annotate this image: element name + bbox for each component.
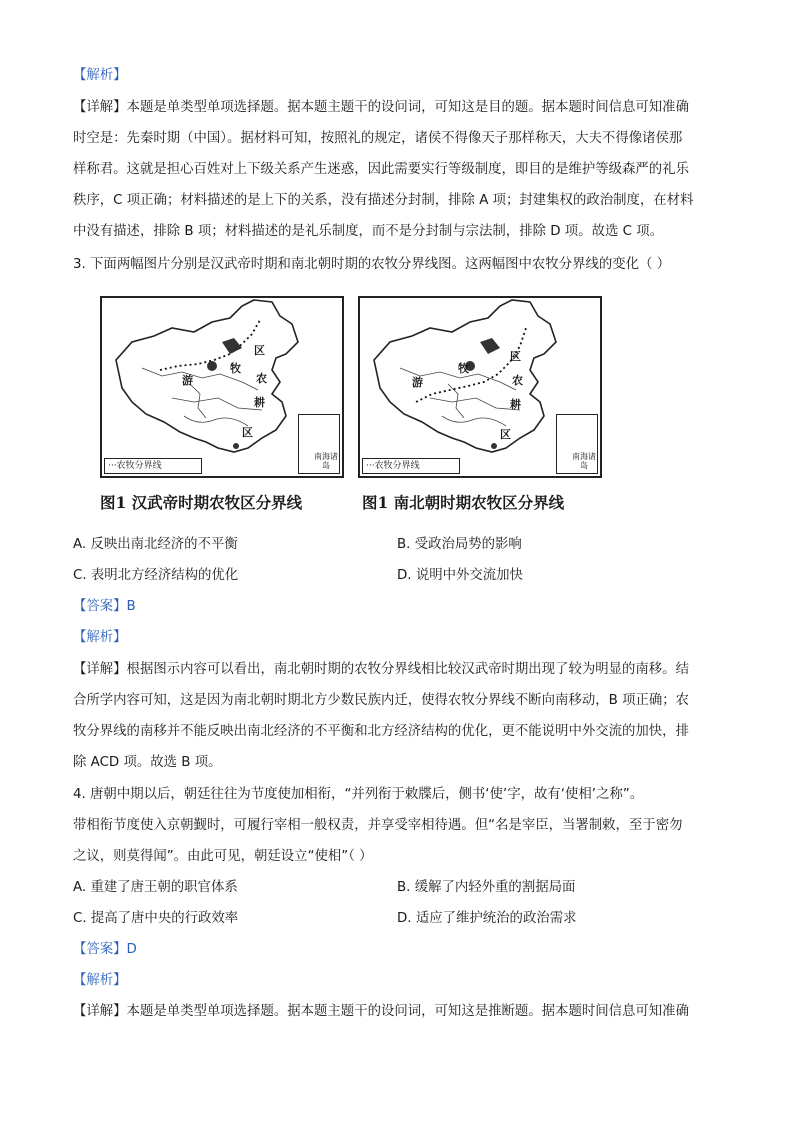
question-4-stem: 4. 唐朝中期以后，朝廷往往为节度使加相衔，“并列衔于敕牒后，侧书‘使’字，故有‘使相’之称”。 [73, 787, 644, 802]
map-nanbei-chao [358, 296, 602, 478]
detail-line: 除 ACD 项。故选 B 项。 [73, 755, 222, 770]
map-label: 牧 [458, 362, 469, 375]
analysis-tag: 【解析】 [73, 973, 127, 988]
option-c[interactable]: C. 表明北方经济结构的优化 [73, 568, 239, 583]
detail-line: 【详解】本题是单类型单项选择题。据本题主题干的设问词，可知这是推断题。据本题时间信息可知准确 [73, 1004, 689, 1019]
map-label: 农 [512, 374, 523, 387]
option-b[interactable]: B. 受政治局势的影响 [397, 537, 522, 552]
map-label: 区 [242, 426, 253, 439]
detail-line: 【详解】本题是单类型单项选择题。据本题主题干的设问词，可知这是目的题。据本题时间信息可知准确 [73, 100, 689, 115]
detail-line: 牧分界线的南移并不能反映出南北经济的不平衡和北方经济结构的优化，更不能说明中外交流的加快，排 [73, 724, 689, 739]
question-3-stem: 3. 下面两幅图片分别是汉武帝时期和南北朝时期的农牧分界线图。这两幅图中农牧分界线的变化（ ） [73, 257, 671, 272]
map-label: 游 [412, 376, 423, 389]
inset-label: 南海诸岛 [314, 452, 338, 470]
detail-line: 时空是：先秦时期（中国）。据材料可知，按照礼的规定，诸侯不得像天子那样称天，大夫不得像诸侯那 [73, 131, 683, 146]
map-legend: ···农牧分界线 [362, 458, 460, 474]
detail-line: 秩序，C 项正确；材料描述的是上下的关系，没有描述分封制，排除 A 项；封建集权的政治制度，在材料 [73, 193, 694, 208]
map-label: 耕 [254, 396, 265, 409]
map-caption-right: 图1 南北朝时期农牧区分界线 [362, 493, 565, 512]
inset-label: 南海诸岛 [572, 452, 596, 470]
map-label: 区 [254, 344, 265, 357]
detail-line: 合所学内容可知，这是因为南北朝时期北方少数民族内迁，使得农牧分界线不断向南移动，B 项正确；农 [73, 693, 690, 708]
detail-line: 【详解】根据图示内容可以看出，南北朝时期的农牧分界线相比较汉武帝时期出现了较为明显的南移。结 [73, 662, 689, 677]
analysis-tag: 【解析】 [73, 68, 127, 83]
map-label: 耕 [510, 398, 521, 411]
option-b[interactable]: B. 缓解了内轻外重的割据局面 [397, 880, 576, 895]
answer-tag: 【答案】D [73, 942, 137, 957]
map-label: 区 [500, 428, 511, 441]
detail-line: 中没有描述，排除 B 项；材料描述的是礼乐制度，而不是分封制与宗法制，排除 D 项。故选 C 项。 [73, 224, 664, 239]
answer-tag: 【答案】B [73, 599, 136, 614]
option-d[interactable]: D. 说明中外交流加快 [397, 568, 523, 583]
option-c[interactable]: C. 提高了唐中央的行政效率 [73, 911, 239, 926]
question-4-stem: 带相衔节度使入京朝觐时，可履行宰相一般权责，并享受宰相待遇。但“名是宰臣，当署制敕，至于密勿 [73, 818, 683, 833]
map-label: 游 [182, 374, 193, 387]
map-label: 牧 [230, 362, 241, 375]
map-han-wudi [100, 296, 344, 478]
option-a[interactable]: A. 反映出南北经济的不平衡 [73, 537, 238, 552]
option-a[interactable]: A. 重建了唐王朝的职官体系 [73, 880, 238, 895]
map-label: 农 [256, 372, 267, 385]
map-legend: ···农牧分界线 [104, 458, 202, 474]
detail-line: 样称君。这就是担心百姓对上下级关系产生迷惑，因此需要实行等级制度，即目的是维护等级森严的礼乐 [73, 162, 689, 177]
question-4-stem: 之议，则莫得闻”。由此可见，朝廷设立“使相”（ ） [73, 849, 373, 864]
map-label: 区 [510, 350, 521, 363]
option-d[interactable]: D. 适应了维护统治的政治需求 [397, 911, 577, 926]
analysis-tag: 【解析】 [73, 630, 127, 645]
map-caption-left: 图1 汉武帝时期农牧区分界线 [100, 493, 303, 512]
